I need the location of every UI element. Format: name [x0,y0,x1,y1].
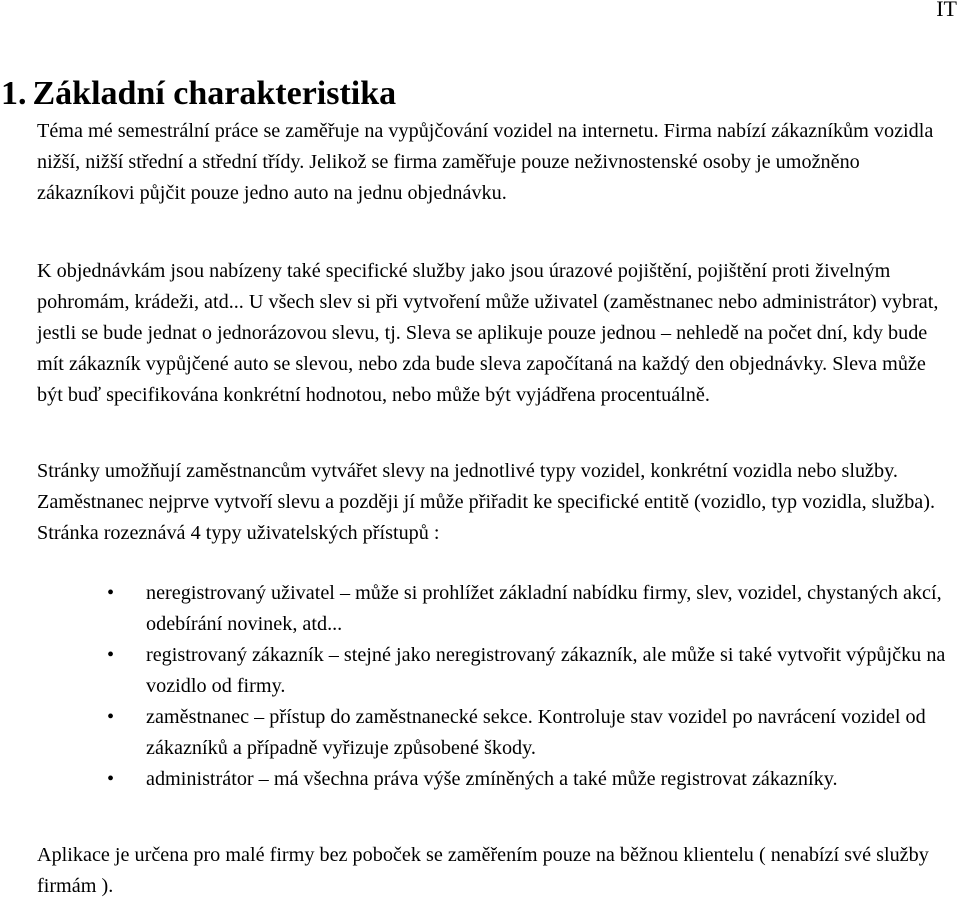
section-title: Základní charakteristika [32,75,397,112]
list-item-text: zaměstnanec – přístup do zaměstnanecké sekce. Kontroluje stav vozidel po navrácení vozidel od zákazníků a případně vyřizuje způsobené škody. [146,706,926,759]
header-tag: IT [936,0,957,21]
paragraph-services: K objednávkám jsou nabízeny také specifické služby jako jsou úrazové pojištění, pojištění proti živelným pohromám, krádeži, atd... U všech slev si při vytvoření může uživatel (zaměstnanec nebo administrátor) vybrat, jestli se bude jednat o jednorázovou slevu, tj. Sleva se aplikuje pouze jednou – nehledě na počet dní, kdy bude mít zákazník vypůjčené auto se slevou, nebo zda bude sleva započítaná na každý den objednávky. Sleva může být buď specifikována konkrétní hodnotou, nebo může být vyjádřena procentuálně. [37,260,939,406]
paragraph-intro: Téma mé semestrální práce se zaměřuje na vypůjčování vozidel na internetu. Firma nabízí zákazníkům vozidla nižší, nižší střední a střední třídy. Jelikož se firma zaměřuje pouze neživnostenské osoby je umožněno zákazníkovi půjčit pouze jedno auto na jednu objednávku. [37,120,934,204]
paragraph-discounts: Stránky umožňují zaměstnancům vytvářet slevy na jednotlivé typy vozidel, konkrétní vozidla nebo služby. Zaměstnanec nejprve vytvoří slevu a později jí může přiřadit ke specifické entitě (vozidlo, typ vozidla, služba). Stránka rozeznává 4 typy uživatelských přístupů : [37,460,936,544]
list-item-text: administrátor – má všechna práva výše zmíněných a také může registrovat zákazníky. [146,768,838,790]
bullet-icon: • [107,582,115,604]
section-heading [1,72,396,116]
bullet-icon: • [107,706,115,728]
list-item [37,640,957,702]
list-item [37,764,957,795]
list-item-text: registrovaný zákazník – stejné jako neregistrovaný zákazník, ale může si také vytvořit výpůjčku na vozidlo od firmy. [146,644,946,697]
list-item [37,702,957,764]
list-item [37,578,957,640]
section-number: 1. [1,75,27,112]
bullet-icon: • [107,644,115,666]
user-access-list [37,578,957,795]
list-item-text: neregistrovaný uživatel – může si prohlížet základní nabídku firmy, slev, vozidel, chystaných akcí, odebírání novinek, atd... [146,582,942,635]
paragraph-target-audience: Aplikace je určena pro malé firmy bez poboček se zaměřením pouze na běžnou klientelu ( nenabízí své služby firmám ). [37,844,929,897]
bullet-icon: • [107,768,115,790]
